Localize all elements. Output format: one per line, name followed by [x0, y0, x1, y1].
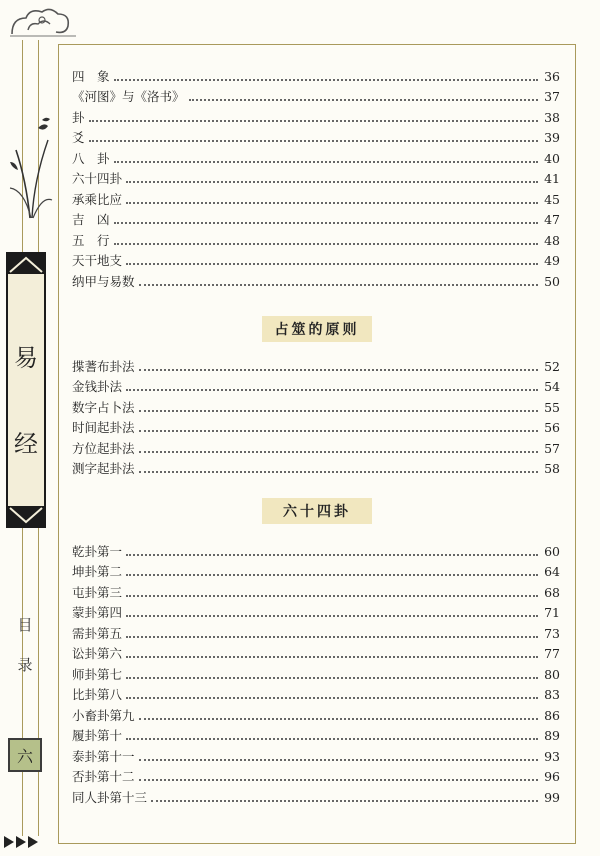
- toc-entry-page: 68: [544, 584, 560, 600]
- toc-entry-label: 同人卦第十三: [72, 789, 148, 805]
- toc-entry-label: 纳甲与易数: [72, 273, 135, 289]
- toc-entry-page: 64: [544, 564, 560, 579]
- toc-entry-label: 否卦第十二: [72, 769, 135, 784]
- toc-entry-page: 52: [544, 358, 560, 374]
- toc-entry-page: 48: [544, 232, 560, 248]
- toc-entry-page: 40: [544, 150, 560, 166]
- section-label-char-2: 录: [17, 656, 33, 674]
- toc-entry-label: 四 象: [72, 68, 110, 84]
- toc-entry-label: 测字起卦法: [72, 461, 135, 476]
- toc-entry-page: 77: [544, 646, 560, 661]
- toc-entry-page: 56: [544, 420, 560, 435]
- dot-leader: [126, 614, 538, 617]
- dot-leader: [114, 160, 538, 163]
- dot-leader: [89, 119, 538, 122]
- toc-entry[interactable]: [72, 105, 560, 126]
- toc-entry[interactable]: [72, 395, 560, 416]
- toc-entry[interactable]: [72, 765, 560, 786]
- dot-leader: [139, 758, 538, 761]
- toc-entry[interactable]: [72, 167, 560, 188]
- toc-entry-label: 吉 凶: [72, 212, 110, 227]
- toc-entry-page: 93: [544, 748, 560, 764]
- toc-entry-label: 方位起卦法: [72, 440, 135, 456]
- toc-entry[interactable]: [72, 146, 560, 167]
- toc-entry-page: 45: [544, 191, 560, 207]
- cloud-ornament-icon: [8, 4, 78, 40]
- dot-leader: [126, 573, 538, 576]
- dot-leader: [189, 98, 538, 101]
- dot-leader: [114, 78, 538, 81]
- toc-entry[interactable]: [72, 744, 560, 765]
- toc-entry-label: 爻: [72, 130, 85, 145]
- toc-entry[interactable]: [72, 457, 560, 478]
- orchid-ink-painting-icon: [8, 110, 54, 220]
- toc-entry-page: 86: [544, 707, 560, 723]
- dot-leader: [126, 262, 538, 265]
- toc-entry-label: 乾卦第一: [72, 543, 123, 559]
- toc-entry-page: 57: [544, 440, 560, 456]
- toc-entry-page: 58: [544, 461, 560, 476]
- section-heading-divination: 占筮的原则: [262, 316, 372, 342]
- toc-entry[interactable]: [72, 249, 560, 270]
- dot-leader: [139, 409, 538, 412]
- toc-entry-label: 师卦第七: [72, 666, 123, 682]
- book-title-char-1: 易: [14, 344, 38, 372]
- toc-section-basics: [72, 64, 560, 290]
- section-heading-hexagrams: 六十四卦: [262, 498, 372, 524]
- toc-entry[interactable]: [72, 703, 560, 724]
- toc-entry-page: 99: [544, 789, 560, 805]
- toc-entry-label: 天干地支: [72, 253, 123, 268]
- toc-entry[interactable]: [72, 375, 560, 396]
- toc-entry[interactable]: [72, 642, 560, 663]
- page-number: 六: [16, 746, 33, 766]
- toc-entry[interactable]: [72, 208, 560, 229]
- dot-leader: [126, 676, 538, 679]
- toc-entry[interactable]: [72, 416, 560, 437]
- dot-leader: [126, 655, 538, 658]
- toc-entry-page: 47: [544, 212, 560, 227]
- toc-entry-page: 89: [544, 728, 560, 743]
- toc-entry[interactable]: [72, 64, 560, 85]
- toc-entry-label: 泰卦第十一: [72, 748, 135, 764]
- panel-cap-bottom-icon: [6, 506, 46, 528]
- toc-entry[interactable]: [72, 187, 560, 208]
- toc-entry-page: 36: [544, 68, 560, 84]
- dot-leader: [126, 201, 538, 204]
- book-title-panel: [6, 252, 46, 528]
- toc-entry-label: 卦: [72, 109, 85, 125]
- toc-entry-page: 96: [544, 769, 560, 784]
- toc-entry[interactable]: [72, 580, 560, 601]
- toc-entry-label: 时间起卦法: [72, 420, 135, 435]
- toc-entry[interactable]: [72, 724, 560, 745]
- toc-entry[interactable]: [72, 85, 560, 106]
- toc-entry-page: 50: [544, 273, 560, 289]
- dot-leader: [139, 450, 538, 453]
- toc-entry[interactable]: [72, 683, 560, 704]
- toc-entry-label: 坤卦第二: [72, 564, 123, 579]
- toc-entry-label: 五 行: [72, 232, 110, 248]
- toc-entry-page: 37: [544, 89, 560, 104]
- toc-entry[interactable]: [72, 785, 560, 806]
- toc-entry-page: 54: [544, 379, 560, 394]
- dot-leader: [139, 429, 538, 432]
- toc-entry-label: 八 卦: [72, 150, 110, 166]
- toc-entry-page: 73: [544, 625, 560, 641]
- toc-entry-label: 履卦第十: [72, 728, 123, 743]
- toc-entry-label: 小畜卦第九: [72, 707, 135, 723]
- toc-entry[interactable]: [72, 354, 560, 375]
- book-title-char-2: 经: [14, 430, 38, 458]
- dot-leader: [89, 139, 538, 142]
- dot-leader: [126, 553, 538, 556]
- dot-leader: [126, 180, 538, 183]
- toc-entry-label: 讼卦第六: [72, 646, 123, 661]
- dot-leader: [126, 737, 538, 740]
- dot-leader: [126, 594, 538, 597]
- toc-entry[interactable]: [72, 601, 560, 622]
- page-number-box: [8, 738, 42, 772]
- toc-entry-label: 屯卦第三: [72, 584, 123, 600]
- dot-leader: [139, 717, 538, 720]
- toc-entry-label: 比卦第八: [72, 687, 123, 702]
- dot-leader: [114, 242, 538, 245]
- toc-entry[interactable]: [72, 662, 560, 683]
- dot-leader: [139, 283, 538, 286]
- toc-entry[interactable]: [72, 126, 560, 147]
- toc-entry[interactable]: [72, 621, 560, 642]
- toc-entry-label: 数字占卜法: [72, 399, 135, 415]
- dot-leader: [126, 635, 538, 638]
- toc-entry-page: 38: [544, 109, 560, 125]
- toc-entry[interactable]: [72, 436, 560, 457]
- toc-entry-page: 60: [544, 543, 560, 559]
- dot-leader: [151, 799, 538, 802]
- toc-entry[interactable]: [72, 228, 560, 249]
- toc-entry-page: 55: [544, 399, 560, 415]
- toc-entry-page: 80: [544, 666, 560, 682]
- toc-entry-label: 蒙卦第四: [72, 605, 123, 620]
- dot-leader: [114, 221, 538, 224]
- toc-entry-label: 揲蓍布卦法: [72, 358, 135, 374]
- toc-entry-label: 金钱卦法: [72, 379, 123, 394]
- dot-leader: [139, 368, 538, 371]
- toc-section-divination: [72, 354, 560, 477]
- toc-entry-page: 49: [544, 253, 560, 268]
- toc-entry[interactable]: [72, 560, 560, 581]
- section-label-char-1: 目: [17, 616, 33, 634]
- dot-leader: [139, 470, 538, 473]
- toc-entry[interactable]: [72, 539, 560, 560]
- toc-entry[interactable]: [72, 269, 560, 290]
- toc-entry-label: 承乘比应: [72, 191, 123, 207]
- toc-entry-page: 83: [544, 687, 560, 702]
- toc-entry-page: 41: [544, 171, 560, 186]
- dot-leader: [126, 388, 538, 391]
- toc-entry-label: 六十四卦: [72, 171, 123, 186]
- dot-leader: [126, 696, 538, 699]
- toc-entry-page: 39: [544, 130, 560, 145]
- toc-section-hexagrams: [72, 539, 560, 806]
- toc-entry-label: 《河图》与《洛书》: [72, 89, 185, 104]
- toc-entry-page: 71: [544, 605, 560, 620]
- left-margin-band: [0, 0, 52, 856]
- panel-cap-top-icon: [6, 252, 46, 274]
- dot-leader: [139, 778, 538, 781]
- toc-entry-label: 需卦第五: [72, 625, 123, 641]
- triple-arrow-icon: [2, 835, 50, 849]
